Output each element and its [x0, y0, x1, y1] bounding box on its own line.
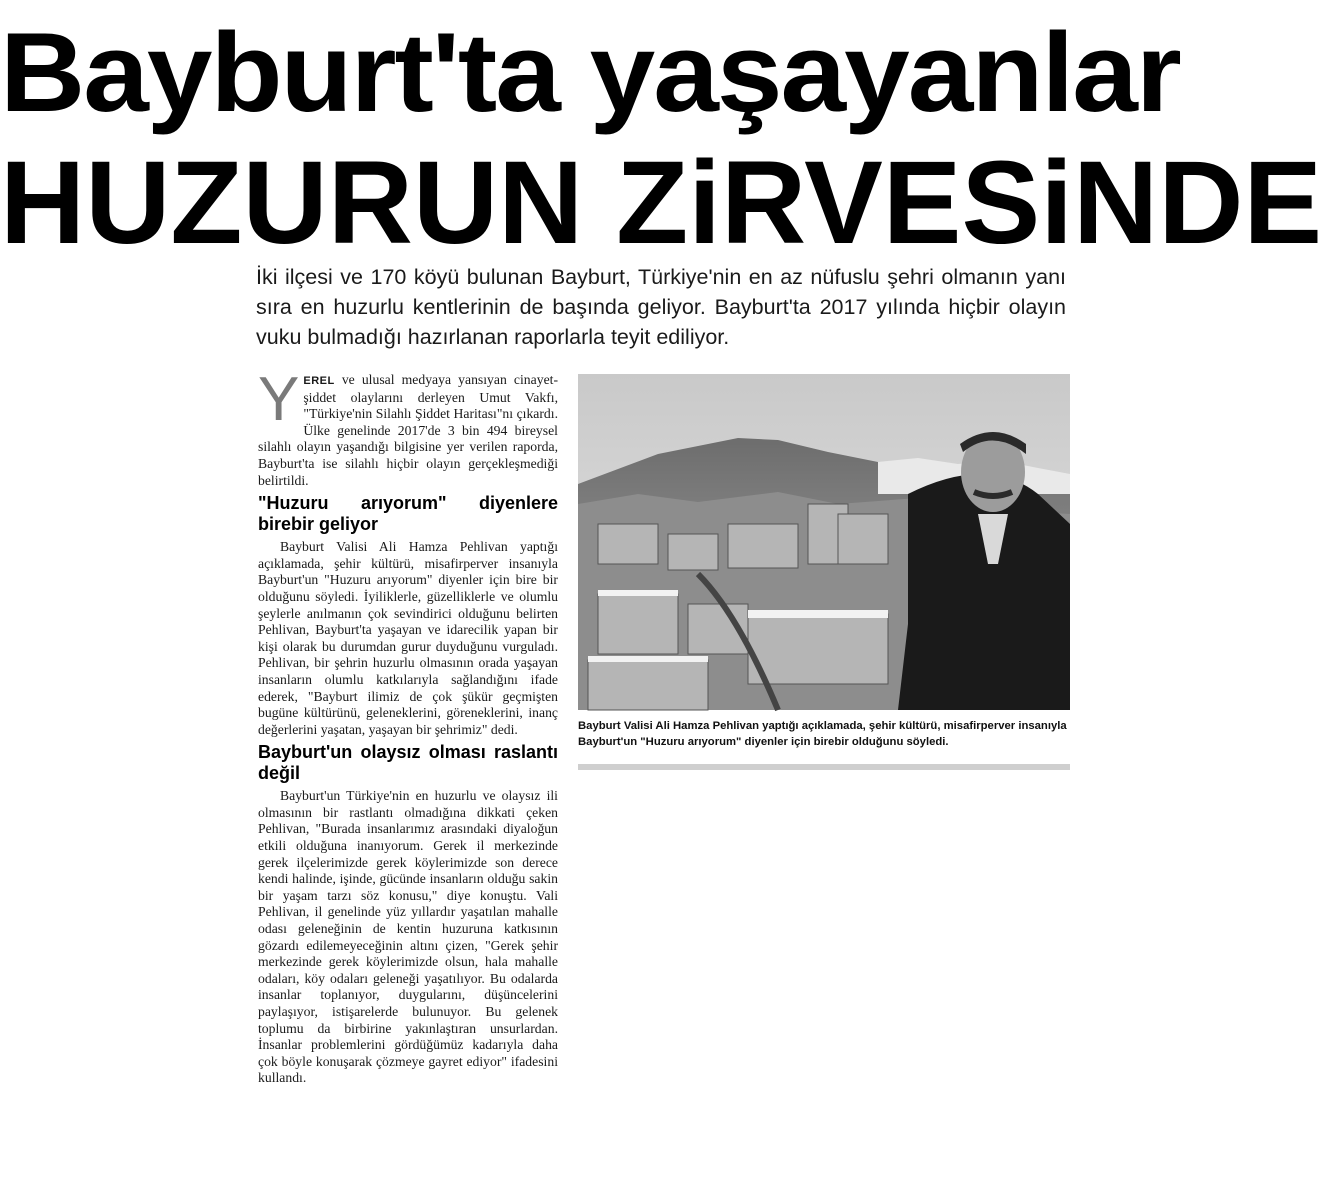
subhead-2: Bayburt'un olaysız olması raslantı değil	[258, 742, 558, 784]
headline-line-2: HUZURUN ZiRVESiNDE	[0, 137, 1322, 269]
photo-caption: Bayburt Valisi Ali Hamza Pehlivan yaptığı açıklamada, şehir kültürü, misafirperver insanıyla Bayburt'un "Huzuru arıyorum" diyenler için birebir olduğunu söyledi.	[578, 720, 1067, 748]
drop-cap-rest: EREL	[303, 375, 335, 387]
subhead-1: "Huzuru arıyorum" diyenlere birebir geliyor	[258, 493, 558, 535]
drop-cap: Y	[258, 365, 300, 434]
intro-paragraph	[258, 365, 558, 489]
photo-governor-city-view	[578, 374, 1070, 710]
caption-divider	[578, 764, 1070, 770]
lead-paragraph: İki ilçesi ve 170 köyü bulunan Bayburt, Türkiye'nin en az nüfuslu şehri olmanın yanı sıra en huzurlu kentlerinin de başında geliyor. Bayburt'ta 2017 yılında hiçbir olayın vuku bulmadığı hazırlanan raporlarla teyit ediliyor.	[256, 265, 1066, 349]
headline-line-1: Bayburt'ta yaşayanlar	[0, 10, 1180, 136]
photo-illustration	[578, 374, 1070, 710]
paragraph-1: Bayburt Valisi Ali Hamza Pehlivan yaptığı açıklamada, şehir kültürü, misafirperver insanıyla Bayburt'un "Huzuru arıyorum" diyenler için bire bir olduğunu söyledi. İyiliklerle, güzelliklerle ve olumlu şeylerle anılmanın çok sevindirici olduğunu belirten Pehlivan, Bayburt'ta yaşayan ve idarecilik yapan bir kişi olarak bu durumdan gurur duyduğunu vurguladı. Pehlivan, bir şehrin huzurlu olmasının orada yaşayan insanların olumlu katkılarıyla sağlandığını ifade ederek, "Bayburt ilimiz de çok şükür geçmişten bugüne kültürünü, geleneklerini, göreneklerini, inanç değerlerini yaşatan, yaşayan bir şehrimiz" dedi.	[258, 539, 558, 737]
article-body	[258, 365, 558, 1087]
intro-text: ve ulusal medyaya yansıyan cinayet-şiddet olaylarını derleyen Umut Vakfı, "Türkiye'nin Silahlı Şiddet Haritası"nı çıkardı. Ülke genelinde 2017'de 3 bin 494 bireysel silahlı olayın yaşandığı bilgisine yer verilen raporda, Bayburt'ta ise silahlı hiçbir olayın gerçekleşmediği belirtildi.	[258, 372, 558, 488]
paragraph-2: Bayburt'un Türkiye'nin en huzurlu ve olaysız ili olmasının bir rastlantı olmadığına dikkati çeken Pehlivan, "Burada insanlarımız arasındaki diyaloğun etkili olduğuna inanıyorum. Gerek il merkezinde gerek ilçelerimizde gerek köylerimizde son derece kendi halinde, işinde, gücünde insanların olduğu sakin bir yaşam tarzı söz konusu," diye konuştu. Vali Pehlivan, il genelinde yüz yıllardır yaşatılan mahalle odası geleneğinin de kentin huzuruna katkısının gözardı edilemeyeceğinin altını çizen, "Gerek şehir merkezinde gerek köylerimizde olsun, hala mahalle odaları, köy odaları geleneği yaşatılıyor. Bu odalarda insanlar toplanıyor, duygularını, düşüncelerini paylaşıyor, istişarelerde bulunuyor. Bu gelenek toplumu da birbirine yakınlaştıran unsurlardan. İnsanlar problemlerini gördüğümüz kadarıyla daha çok böyle konuşarak çözmeye gayret ediyor" ifadesini kullandı.	[258, 788, 558, 1086]
